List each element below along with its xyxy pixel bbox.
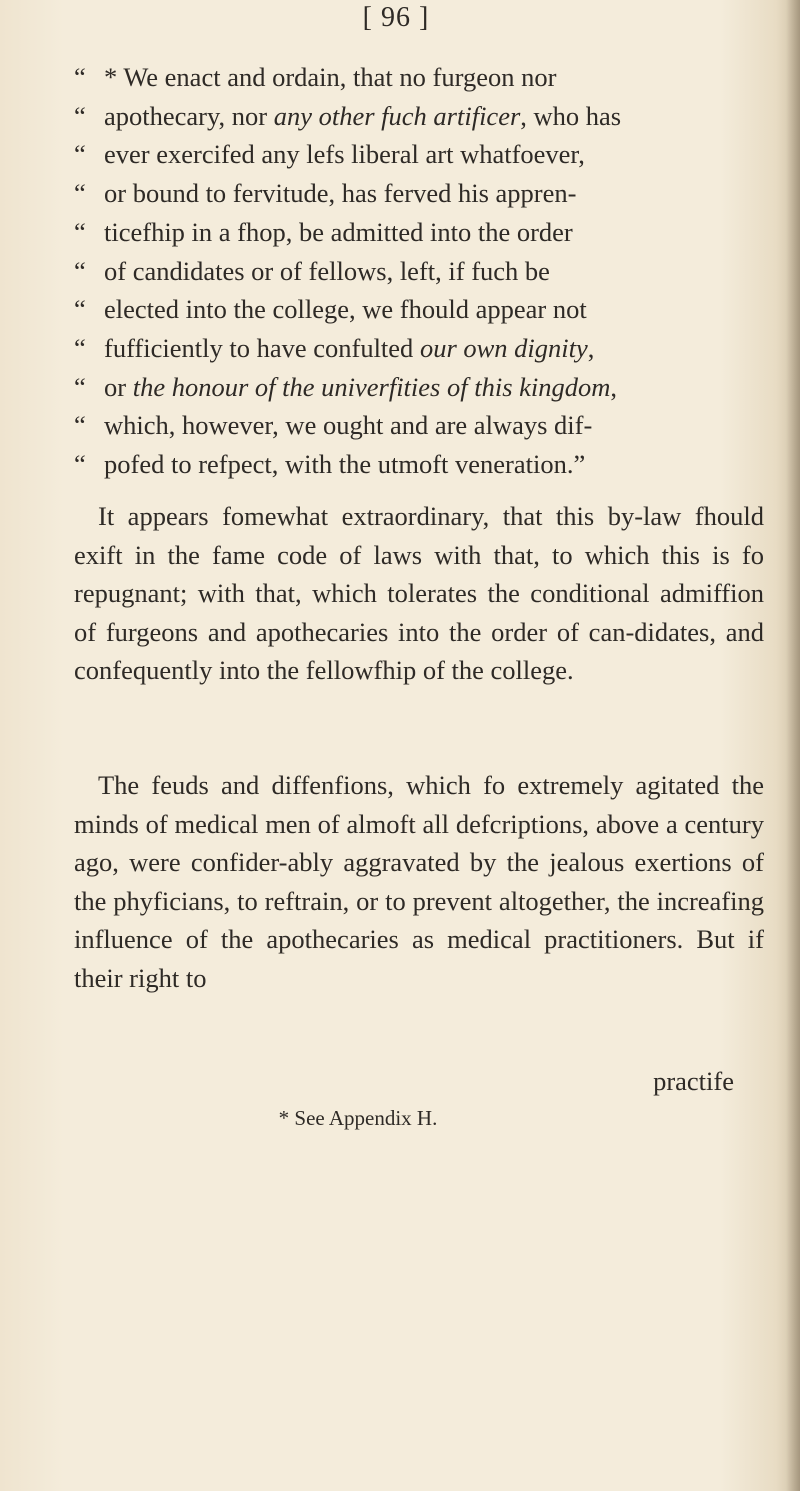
- quote-line-text: ever exercifed any lefs liberal art whatfoever,: [104, 139, 585, 170]
- quote-line-text: * We enact and ordain, that no furgeon nor: [104, 62, 557, 92]
- quote-line-trailing: ,: [587, 332, 595, 363]
- quote-mark: “: [74, 255, 86, 286]
- quote-mark: “: [74, 100, 86, 131]
- quote-mark: “: [74, 139, 86, 170]
- quote-line: [74, 252, 764, 291]
- quote-line-italic: the honour of the univerfities of this kingdom: [132, 371, 611, 402]
- quote-line-italic: any other fuch artificer: [273, 100, 521, 131]
- quote-line-text: or: [104, 371, 133, 402]
- quote-mark: “: [74, 216, 86, 247]
- quote-line-text: which, however, we ought and are always dif-: [104, 410, 593, 441]
- catchword: practife: [653, 1066, 734, 1096]
- quote-line-text: of candidates or of fellows, left, if fuch be: [104, 255, 550, 286]
- quote-mark: “: [74, 62, 86, 92]
- quote-line-text: elected into the college, we fhould appear not: [104, 294, 587, 325]
- quote-mark: “: [74, 294, 86, 325]
- quote-mark: “: [74, 410, 86, 441]
- quote-line: [74, 406, 764, 445]
- quote-mark: “: [74, 449, 86, 480]
- quote-line: [74, 58, 764, 97]
- quote-line: [74, 329, 764, 368]
- quote-line: [74, 445, 764, 484]
- quoted-by-law: [74, 58, 764, 484]
- paragraph-1: It appears fomewhat extraordinary, that this by-law fhould exift in the fame code of laws with that, to which this is fo repugnant; with that, which tolerates the conditional admiffion of furgeons and apothecaries into the order of can-didates, and confequently into the fellowfhip of the college.: [74, 501, 764, 686]
- quote-line: [74, 290, 764, 329]
- quote-mark: “: [74, 178, 86, 209]
- quote-mark: “: [74, 332, 86, 363]
- quote-line-text: or bound to fervitude, has ferved his appren-: [104, 178, 577, 209]
- quote-line-italic: our own dignity: [419, 332, 588, 363]
- quote-line-trailing: , who has: [520, 100, 622, 131]
- page-edge-shadow: [786, 0, 800, 1491]
- footnote: * See Appendix H.: [278, 1106, 438, 1130]
- quote-mark: “: [74, 371, 86, 402]
- quote-line: [74, 97, 764, 136]
- quote-line-text: apothecary, nor: [104, 100, 274, 131]
- quote-line: [74, 368, 764, 407]
- quote-line: [74, 174, 764, 213]
- page-number-header: [ 96 ]: [362, 2, 430, 33]
- quote-line-trailing: ,: [610, 371, 618, 402]
- quote-line-text: pofed to refpect, with the utmoft veneration.”: [104, 449, 586, 480]
- paragraph-2: The feuds and diffenfions, which fo extremely agitated the minds of medical men of almoft all defcriptions, above a century ago, were confider-ably aggravated by the jealous exertions of the phyficians, to reftrain, or to prevent altogether, the increafing influence of the apothecaries as medical practitioners. But if their right to: [74, 770, 764, 993]
- quote-line-text: fufficiently to have confulted: [104, 332, 420, 363]
- quote-line: [74, 213, 764, 252]
- quote-line-text: ticefhip in a fhop, be admitted into the order: [104, 216, 573, 247]
- quote-line: [74, 135, 764, 174]
